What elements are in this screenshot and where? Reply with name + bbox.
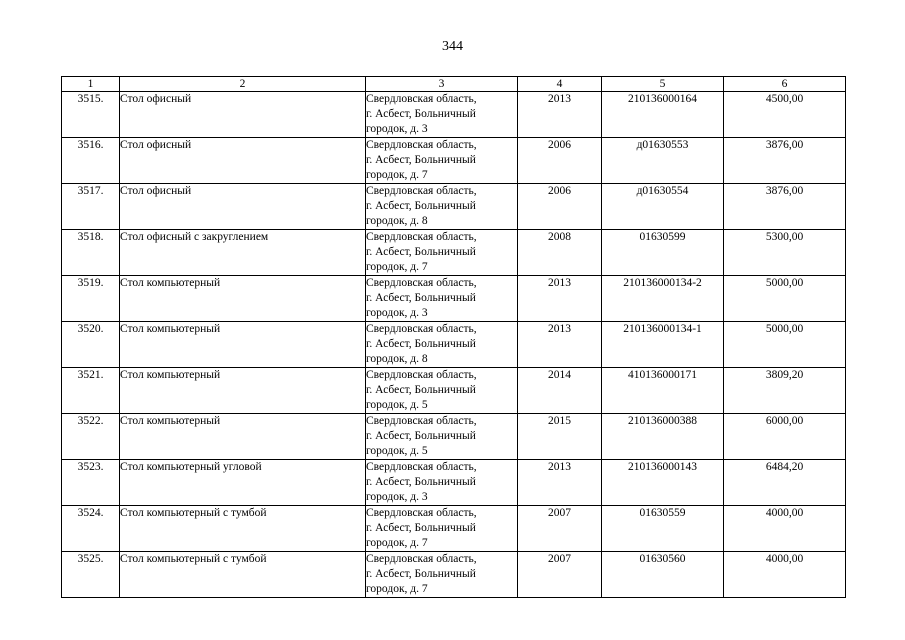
inventory-number: д01630554 [602, 184, 724, 230]
item-cost: 4000,00 [724, 506, 846, 552]
inventory-number: д01630553 [602, 138, 724, 184]
row-number: 3523. [62, 460, 120, 506]
row-number: 3525. [62, 552, 120, 598]
item-cost: 4500,00 [724, 92, 846, 138]
item-address: Свердловская область, г. Асбест, Больничный городок, д. 3 [366, 92, 518, 138]
item-cost: 3876,00 [724, 138, 846, 184]
table-row [62, 368, 846, 414]
inventory-number: 01630560 [602, 552, 724, 598]
table-row [62, 414, 846, 460]
row-number: 3516. [62, 138, 120, 184]
table-row [62, 138, 846, 184]
item-name: Стол компьютерный с тумбой [120, 506, 366, 552]
item-year: 2013 [518, 460, 602, 506]
page-number: 344 [442, 39, 463, 54]
inventory-number: 410136000171 [602, 368, 724, 414]
item-address: Свердловская область, г. Асбест, Больничный городок, д. 7 [366, 230, 518, 276]
table-row [62, 276, 846, 322]
inventory-number: 01630559 [602, 506, 724, 552]
inventory-number: 210136000164 [602, 92, 724, 138]
item-year: 2013 [518, 322, 602, 368]
item-address: Свердловская область, г. Асбест, Больничный городок, д. 7 [366, 506, 518, 552]
item-address: Свердловская область, г. Асбест, Больничный городок, д. 7 [366, 552, 518, 598]
item-name: Стол компьютерный с тумбой [120, 552, 366, 598]
item-cost: 5300,00 [724, 230, 846, 276]
inventory-number: 210136000134-1 [602, 322, 724, 368]
item-cost: 5000,00 [724, 276, 846, 322]
table-row [62, 460, 846, 506]
item-address: Свердловская область, г. Асбест, Больничный городок, д. 5 [366, 368, 518, 414]
item-year: 2008 [518, 230, 602, 276]
item-year: 2006 [518, 138, 602, 184]
item-cost: 4000,00 [724, 552, 846, 598]
table-row [62, 322, 846, 368]
row-number: 3515. [62, 92, 120, 138]
item-name: Стол компьютерный угловой [120, 460, 366, 506]
table-row [62, 506, 846, 552]
column-header-1: 1 [62, 77, 120, 92]
inventory-number: 210136000134-2 [602, 276, 724, 322]
item-year: 2007 [518, 552, 602, 598]
inventory-number: 210136000143 [602, 460, 724, 506]
item-cost: 6484,20 [724, 460, 846, 506]
column-header-6: 6 [724, 77, 846, 92]
table-row [62, 92, 846, 138]
table-row [62, 552, 846, 598]
item-name: Стол компьютерный [120, 276, 366, 322]
column-header-5: 5 [602, 77, 724, 92]
item-address: Свердловская область, г. Асбест, Больничный городок, д. 3 [366, 460, 518, 506]
item-year: 2007 [518, 506, 602, 552]
column-header-2: 2 [120, 77, 366, 92]
item-name: Стол офисный с закруглением [120, 230, 366, 276]
row-number: 3517. [62, 184, 120, 230]
item-cost: 3876,00 [724, 184, 846, 230]
item-year: 2006 [518, 184, 602, 230]
item-address: Свердловская область, г. Асбест, Больничный городок, д. 7 [366, 138, 518, 184]
item-year: 2015 [518, 414, 602, 460]
column-header-3: 3 [366, 77, 518, 92]
header-row [62, 77, 846, 92]
column-header-4: 4 [518, 77, 602, 92]
item-year: 2013 [518, 276, 602, 322]
row-number: 3519. [62, 276, 120, 322]
item-cost: 5000,00 [724, 322, 846, 368]
row-number: 3518. [62, 230, 120, 276]
property-registry-table [61, 76, 846, 598]
row-number: 3521. [62, 368, 120, 414]
item-address: Свердловская область, г. Асбест, Больничный городок, д. 8 [366, 184, 518, 230]
table-row [62, 184, 846, 230]
row-number: 3522. [62, 414, 120, 460]
item-address: Свердловская область, г. Асбест, Больничный городок, д. 5 [366, 414, 518, 460]
item-name: Стол компьютерный [120, 414, 366, 460]
item-name: Стол офисный [120, 184, 366, 230]
item-name: Стол компьютерный [120, 368, 366, 414]
item-address: Свердловская область, г. Асбест, Больничный городок, д. 8 [366, 322, 518, 368]
item-year: 2014 [518, 368, 602, 414]
item-name: Стол офисный [120, 92, 366, 138]
item-year: 2013 [518, 92, 602, 138]
table-row [62, 230, 846, 276]
item-cost: 3809,20 [724, 368, 846, 414]
row-number: 3524. [62, 506, 120, 552]
item-cost: 6000,00 [724, 414, 846, 460]
item-name: Стол офисный [120, 138, 366, 184]
row-number: 3520. [62, 322, 120, 368]
inventory-number: 210136000388 [602, 414, 724, 460]
item-name: Стол компьютерный [120, 322, 366, 368]
item-address: Свердловская область, г. Асбест, Больничный городок, д. 3 [366, 276, 518, 322]
inventory-number: 01630599 [602, 230, 724, 276]
table-body [62, 92, 846, 598]
